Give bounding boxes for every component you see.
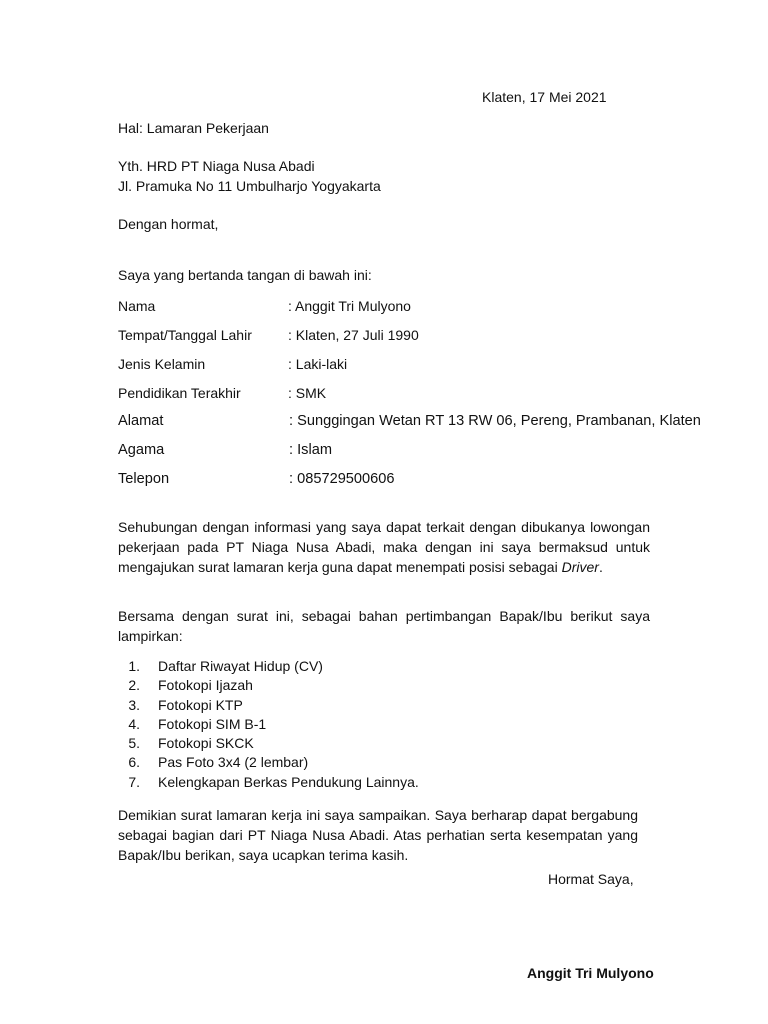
position-name: Driver xyxy=(561,559,599,575)
detail-label: Nama xyxy=(118,298,156,314)
detail-value: : Anggit Tri Mulyono xyxy=(288,298,411,314)
recipient-line-2: Jl. Pramuka No 11 Umbulharjo Yogyakarta xyxy=(118,178,381,194)
detail-label: Alamat xyxy=(118,413,164,429)
detail-label: Tempat/Tanggal Lahir xyxy=(118,327,252,343)
closing-salutation: Hormat Saya, xyxy=(548,871,634,887)
detail-row-address xyxy=(118,411,701,431)
recipient-line-1: Yth. HRD PT Niaga Nusa Abadi xyxy=(118,158,315,174)
list-item: 2. Fotokopi Ijazah xyxy=(128,677,253,694)
detail-row-education xyxy=(118,383,326,403)
list-item: 7. Kelengkapan Berkas Pendukung Lainnya. xyxy=(128,773,419,790)
detail-label: Pendidikan Terakhir xyxy=(118,385,241,401)
letter-subject: Hal: Lamaran Pekerjaan xyxy=(118,120,269,136)
detail-row-nama xyxy=(118,296,411,316)
intro-line: Saya yang bertanda tangan di bawah ini: xyxy=(118,267,372,283)
detail-row-religion xyxy=(118,440,332,460)
detail-row-ttl xyxy=(118,325,419,345)
greeting: Dengan hormat, xyxy=(118,216,219,232)
detail-value: : 085729500606 xyxy=(289,471,395,487)
list-item: 6. Pas Foto 3x4 (2 lembar) xyxy=(128,754,309,771)
detail-value: : Islam xyxy=(289,442,332,458)
detail-value: : SMK xyxy=(288,385,327,401)
detail-value: : Sunggingan Wetan RT 13 RW 06, Pereng, Prambanan, Klaten xyxy=(289,413,701,429)
detail-row-gender xyxy=(118,354,347,374)
signer-name: Anggit Tri Mulyono xyxy=(527,965,654,981)
list-item: 5. Fotokopi SKCK xyxy=(128,735,254,752)
list-item: 3. Fotokopi KTP xyxy=(128,696,243,713)
list-item: 1. Daftar Riwayat Hidup (CV) xyxy=(128,658,323,674)
detail-label: Jenis Kelamin xyxy=(118,356,206,372)
letter-date: Klaten, 17 Mei 2021 xyxy=(482,89,607,105)
list-item: 4. Fotokopi SIM B-1 xyxy=(128,715,267,732)
paragraph-closing: Demikian surat lamaran kerja ini saya sampaikan. Saya berharap dapat bergabung sebagai bagian dari PT Niaga Nusa Abadi. Atas perhatian serta kesempatan yang Bapak/Ibu berikan, saya ucapkan terima kasih. xyxy=(118,807,638,863)
detail-value: : Klaten, 27 Juli 1990 xyxy=(288,327,419,343)
paragraph-purpose: Sehubungan dengan informasi yang saya dapat terkait dengan dibukanya lowongan pekerjaan pada PT Niaga Nusa Abadi, maka dengan ini saya bermaksud untuk mengajukan surat lamaran kerja guna dapat menempati posisi sebagai Driver. xyxy=(118,519,650,575)
detail-row-phone xyxy=(118,469,395,489)
attachments-list xyxy=(118,657,419,792)
detail-label: Telepon xyxy=(118,471,170,487)
paragraph-attachments-intro: Bersama dengan surat ini, sebagai bahan pertimbangan Bapak/Ibu berikut saya lampirkan: xyxy=(118,608,650,644)
detail-value: : Laki-laki xyxy=(288,356,348,372)
detail-label: Agama xyxy=(118,442,165,458)
